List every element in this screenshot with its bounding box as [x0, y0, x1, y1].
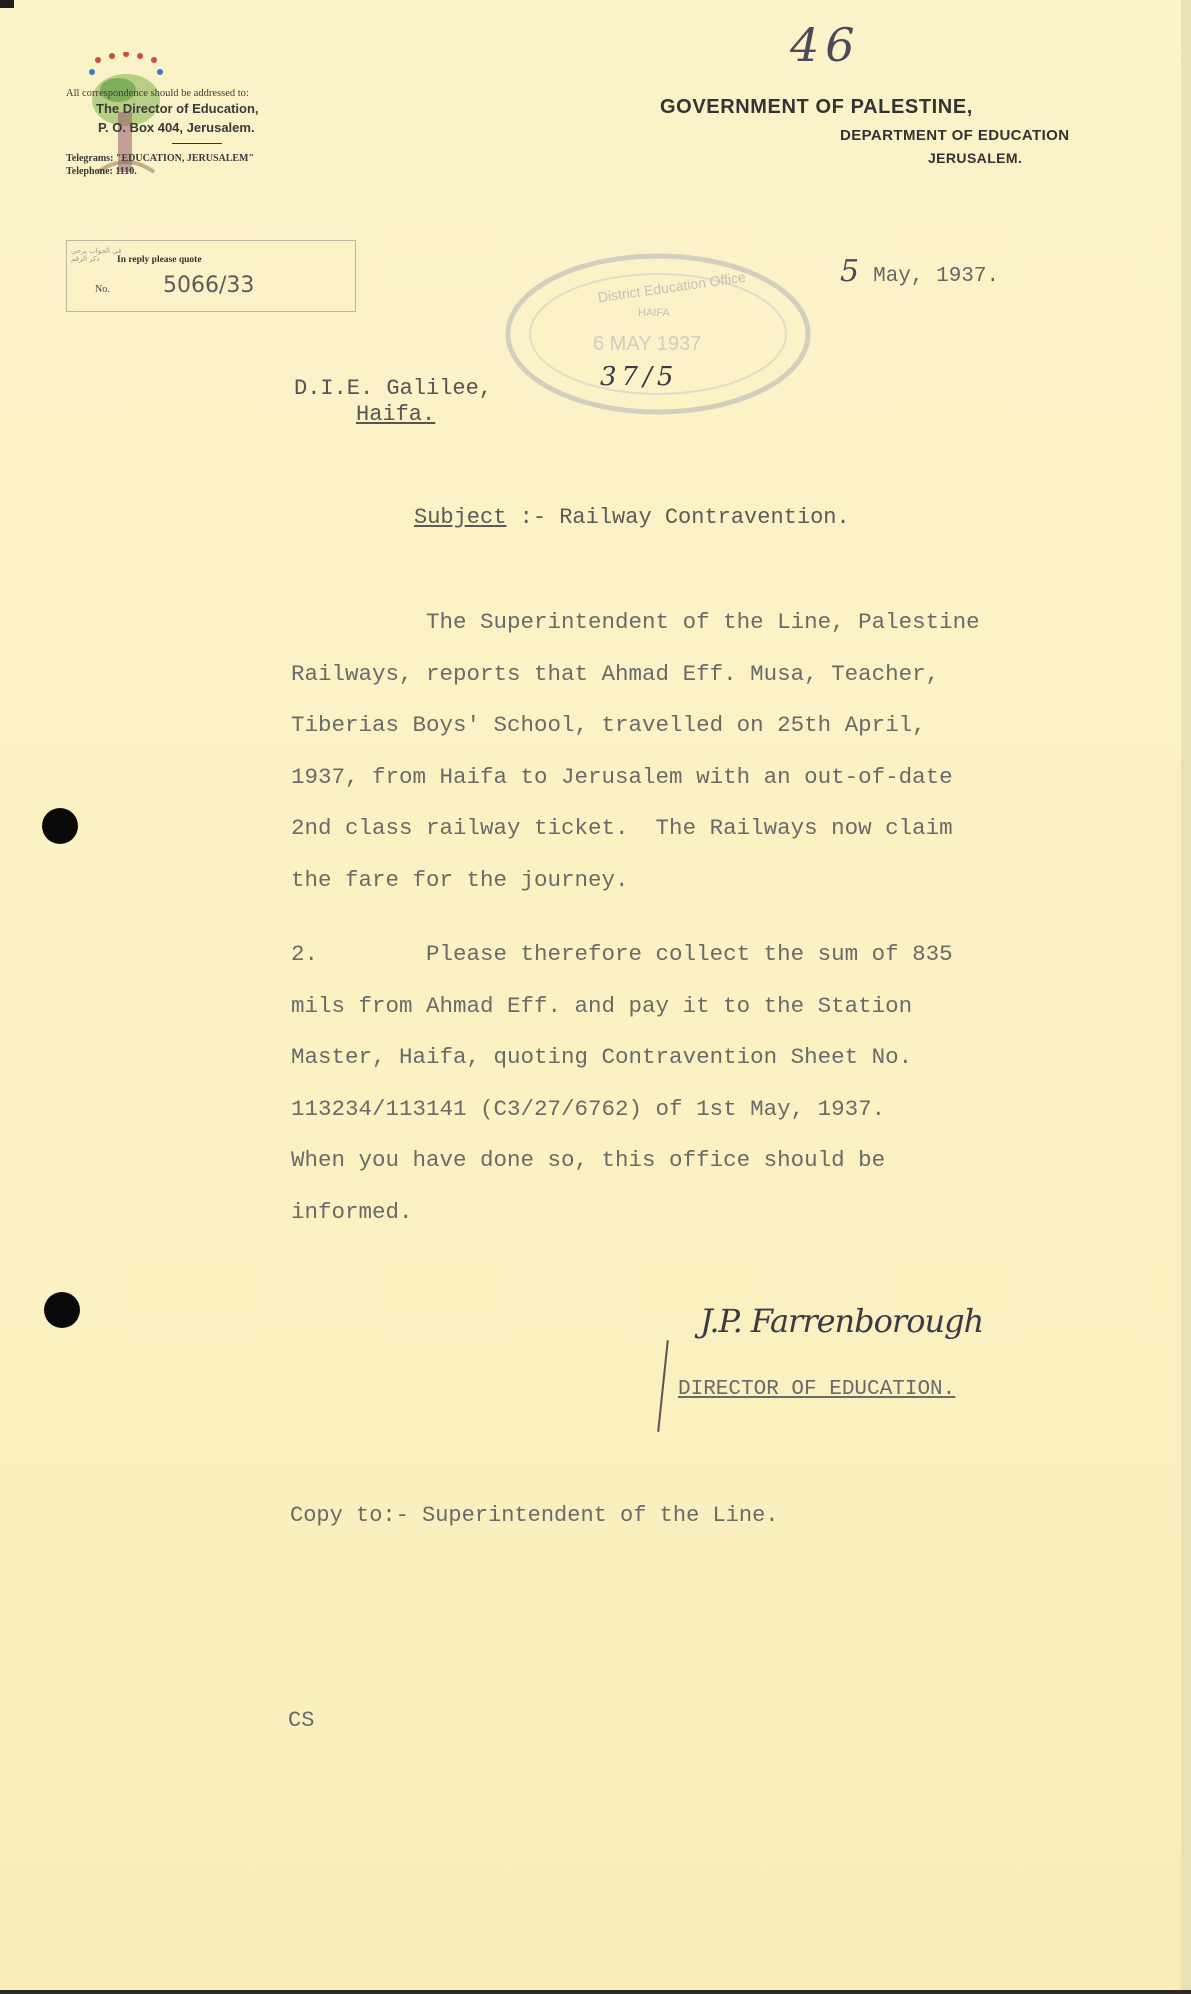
punch-hole: [44, 1292, 80, 1328]
signature-title: DIRECTOR OF EDUCATION.: [678, 1378, 956, 1401]
body-paragraph-2: 2. Please therefore collect the sum of 835 mils from Ahmad Eff. and pay it to the Station Master, Haifa, quoting Contravention Sheet No. 113234/113141 (C3/27/6762) of 1st May, 1937. When you have done so, this office should be informed.: [291, 941, 953, 1225]
city-title: JERUSALEM.: [928, 150, 1023, 166]
corner-mark: [0, 0, 14, 8]
telephone-line: Telephone: 1110.: [66, 166, 137, 177]
punch-hole: [42, 808, 78, 844]
signature-stroke: [657, 1340, 669, 1432]
reference-box: [66, 240, 356, 312]
recipient-address: [294, 376, 492, 428]
letterhead-left: [66, 88, 366, 178]
reference-arabic-note: في الجواب يرجى ذكر الرقم: [71, 247, 122, 263]
stamp-number: 37/5: [600, 362, 679, 392]
reference-quote-label: In reply please quote: [117, 255, 202, 265]
subject-text: :- Railway Contravention.: [519, 505, 850, 530]
received-stamp: [498, 242, 818, 442]
copy-to-line: Copy to:- Superintendent of the Line.: [290, 1503, 779, 1528]
recipient-line-2: Haifa.: [356, 402, 436, 427]
letterhead-right: [660, 96, 1130, 166]
date-rest: May, 1937.: [873, 265, 1000, 288]
typist-initials: CS: [288, 1708, 315, 1733]
date-day: 5: [840, 254, 860, 289]
letter-date: [840, 254, 999, 289]
stamp-date-text: 6 MAY 1937: [593, 333, 702, 355]
department-title: DEPARTMENT OF EDUCATION: [840, 127, 1070, 144]
body-paragraph-1: The Superintendent of the Line, Palestine Railways, reports that Ahmad Eff. Musa, Teacher, Tiberias Boys' School, travelled on 25th April, 1937, from Haifa to Jerusalem with an out-of-date 2nd class railway ticket. The Railways now claim the fare for the journey.: [291, 609, 980, 893]
telegrams-line: Telegrams: "EDUCATION, JERUSALEM": [66, 153, 255, 164]
subject-line: [414, 505, 850, 530]
page-bottom-edge: [0, 1990, 1191, 1994]
addressee-line: The Director of Education,: [96, 101, 259, 116]
stamp-office-text: District Education Office: [596, 268, 747, 306]
page-edge: [1181, 0, 1191, 1994]
reference-no-label: No.: [95, 284, 110, 295]
divider: [172, 143, 222, 144]
handwritten-signature: J.P. Farrenborough: [700, 1302, 984, 1340]
recipient-line-1: D.I.E. Galilee,: [294, 376, 493, 401]
government-title: GOVERNMENT OF PALESTINE,: [660, 96, 973, 118]
po-box-line: P. O. Box 404, Jerusalem.: [98, 120, 255, 135]
folio-number: 46: [790, 18, 861, 72]
reference-number: 5066/33: [163, 273, 255, 298]
address-line: All correspondence should be addressed to:: [66, 88, 249, 99]
subject-label: Subject: [414, 505, 507, 530]
stamp-city-text: HAIFA: [638, 307, 670, 319]
